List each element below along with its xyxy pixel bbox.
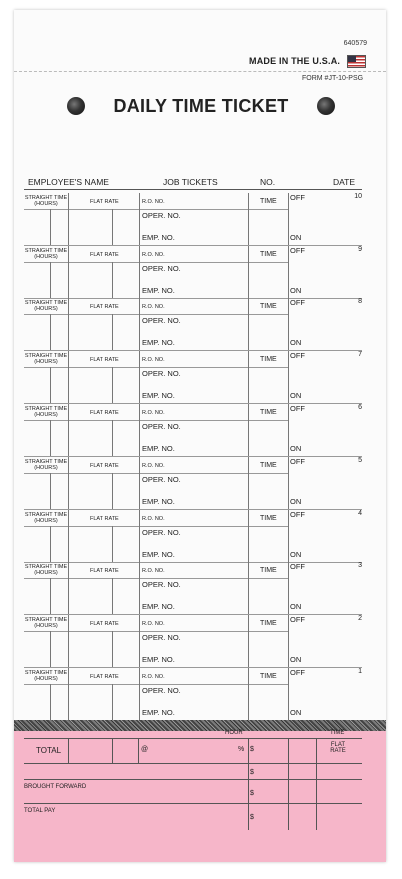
straight-time-label: STRAIGHT TIME (HOURS) bbox=[24, 670, 68, 682]
time-label: TIME bbox=[260, 620, 277, 627]
straight-time-label: STRAIGHT TIME (HOURS) bbox=[24, 459, 68, 471]
brought-forward-label: BROUGHT FORWARD bbox=[24, 784, 87, 790]
on-label: ON bbox=[290, 391, 302, 400]
form-code: FORM #JT-10-PSG bbox=[302, 75, 364, 82]
block-divider bbox=[68, 351, 69, 403]
hour-label: HOUR bbox=[225, 730, 243, 736]
straight-time-label: STRAIGHT TIME (HOURS) bbox=[24, 300, 68, 312]
block-divider bbox=[112, 631, 113, 667]
block-divider bbox=[288, 668, 289, 720]
block-divider bbox=[248, 193, 249, 245]
off-label: OFF bbox=[290, 246, 305, 255]
off-label: OFF bbox=[290, 562, 305, 571]
block-divider bbox=[139, 510, 140, 562]
block-divider bbox=[112, 526, 113, 562]
ro-no-label: R.O. NO. bbox=[142, 199, 165, 205]
block-divider bbox=[288, 193, 289, 245]
time-label: TIME bbox=[260, 462, 277, 469]
block-divider bbox=[112, 473, 113, 509]
block-divider bbox=[68, 298, 69, 350]
block-divider bbox=[248, 668, 249, 720]
block-divider bbox=[139, 457, 140, 509]
block-divider bbox=[68, 404, 69, 456]
block-divider bbox=[139, 246, 140, 298]
block-divider bbox=[248, 562, 249, 614]
emp-no-label: EMP. NO. bbox=[142, 708, 175, 717]
perforation-line bbox=[14, 71, 386, 72]
block-divider bbox=[139, 193, 140, 245]
footer-divider bbox=[112, 738, 113, 763]
emp-no-label: EMP. NO. bbox=[142, 391, 175, 400]
block-divider bbox=[288, 298, 289, 350]
block-divider bbox=[112, 684, 113, 720]
ro-no-label: R.O. NO. bbox=[142, 410, 165, 416]
on-label: ON bbox=[290, 708, 302, 717]
emp-no-label: EMP. NO. bbox=[142, 286, 175, 295]
time-label: TIME bbox=[260, 673, 277, 680]
ro-no-label: R.O. NO. bbox=[142, 252, 165, 258]
dollar-symbol-brought-forward: $ bbox=[250, 790, 254, 797]
ro-no-label: R.O. NO. bbox=[142, 357, 165, 363]
job-ticket-block bbox=[24, 246, 362, 298]
oper-no-label: OPER. NO. bbox=[142, 211, 181, 220]
block-divider bbox=[248, 457, 249, 509]
block-divider bbox=[139, 668, 140, 720]
time-label: TIME bbox=[260, 198, 277, 205]
block-divider bbox=[248, 246, 249, 298]
footer-divider bbox=[68, 738, 69, 763]
block-divider bbox=[50, 209, 51, 245]
ro-no-label: R.O. NO. bbox=[142, 463, 165, 469]
oper-no-label: OPER. NO. bbox=[142, 264, 181, 273]
page-title: DAILY TIME TICKET bbox=[113, 96, 289, 116]
emp-no-label: EMP. NO. bbox=[142, 233, 175, 242]
job-ticket-block bbox=[24, 668, 362, 720]
straight-time-label: STRAIGHT TIME (HOURS) bbox=[24, 617, 68, 629]
flat-rate-label: FLAT RATE bbox=[90, 304, 119, 310]
block-divider bbox=[50, 262, 51, 298]
block-divider bbox=[112, 262, 113, 298]
total-pay-label: TOTAL PAY bbox=[24, 808, 56, 814]
ro-no-label: R.O. NO. bbox=[142, 568, 165, 574]
block-divider bbox=[248, 510, 249, 562]
block-divider bbox=[288, 562, 289, 614]
flat-rate-label: FLAT RATE bbox=[90, 463, 119, 469]
job-ticket-block bbox=[24, 457, 362, 509]
block-divider bbox=[288, 457, 289, 509]
flat-rate-label: FLAT RATE bbox=[90, 621, 119, 627]
block-number: 4 bbox=[358, 510, 362, 517]
time-label: TIME bbox=[260, 567, 277, 574]
block-divider bbox=[248, 351, 249, 403]
off-label: OFF bbox=[290, 668, 305, 677]
footer-divider bbox=[138, 738, 139, 763]
flat-rate-label: FLAT RATE bbox=[90, 674, 119, 680]
date-label: DATE bbox=[333, 177, 356, 187]
block-divider bbox=[50, 473, 51, 509]
emp-no-label: EMP. NO. bbox=[142, 655, 175, 664]
job-ticket-block bbox=[24, 404, 362, 456]
block-number: 10 bbox=[354, 193, 362, 200]
off-label: OFF bbox=[290, 457, 305, 466]
block-divider bbox=[50, 314, 51, 350]
off-label: OFF bbox=[290, 298, 305, 307]
on-label: ON bbox=[290, 338, 302, 347]
job-ticket-block bbox=[24, 351, 362, 403]
on-label: ON bbox=[290, 550, 302, 559]
block-divider bbox=[288, 246, 289, 298]
off-label: OFF bbox=[290, 404, 305, 413]
block-divider bbox=[68, 457, 69, 509]
footer-divider bbox=[316, 738, 317, 830]
oper-no-label: OPER. NO. bbox=[142, 528, 181, 537]
oper-no-label: OPER. NO. bbox=[142, 580, 181, 589]
footer-divider bbox=[288, 738, 289, 830]
footer-rule bbox=[24, 803, 362, 804]
ro-no-label: R.O. NO. bbox=[142, 516, 165, 522]
block-number: 2 bbox=[358, 615, 362, 622]
block-divider bbox=[68, 246, 69, 298]
block-divider bbox=[112, 578, 113, 614]
flat-rate-label: FLAT RATE bbox=[90, 516, 119, 522]
off-label: OFF bbox=[290, 351, 305, 360]
block-divider bbox=[112, 209, 113, 245]
block-divider bbox=[248, 298, 249, 350]
emp-no-label: EMP. NO. bbox=[142, 444, 175, 453]
no-label: NO. bbox=[260, 177, 276, 187]
on-label: ON bbox=[290, 233, 302, 242]
block-number: 8 bbox=[358, 298, 362, 305]
straight-time-label: STRAIGHT TIME (HOURS) bbox=[24, 512, 68, 524]
form-number: 640579 bbox=[343, 40, 367, 47]
block-divider bbox=[68, 562, 69, 614]
block-divider bbox=[50, 578, 51, 614]
block-divider bbox=[288, 615, 289, 667]
block-number: 7 bbox=[358, 351, 362, 358]
flat-rate-label: FLAT RATE bbox=[90, 199, 119, 205]
block-divider bbox=[288, 351, 289, 403]
block-divider bbox=[68, 193, 69, 245]
oper-no-label: OPER. NO. bbox=[142, 633, 181, 642]
straight-time-label: STRAIGHT TIME (HOURS) bbox=[24, 353, 68, 365]
on-label: ON bbox=[290, 444, 302, 453]
time-label: TIME bbox=[260, 303, 277, 310]
block-divider bbox=[139, 615, 140, 667]
block-divider bbox=[68, 510, 69, 562]
footer-divider bbox=[248, 738, 249, 830]
block-number: 5 bbox=[358, 457, 362, 464]
flat-rate-label: FLAT RATE bbox=[90, 410, 119, 416]
off-label: OFF bbox=[290, 510, 305, 519]
made-in-label: MADE IN THE U.S.A. bbox=[249, 56, 341, 66]
on-label: ON bbox=[290, 602, 302, 611]
oper-no-label: OPER. NO. bbox=[142, 422, 181, 431]
dollar-symbol-row2: $ bbox=[250, 769, 254, 776]
flat-rate-label: FLAT RATE bbox=[90, 252, 119, 258]
block-number: 6 bbox=[358, 404, 362, 411]
dollar-symbol-total: $ bbox=[250, 746, 254, 753]
time-label-footer: TIME bbox=[330, 730, 345, 736]
emp-no-label: EMP. NO. bbox=[142, 497, 175, 506]
on-label: ON bbox=[290, 497, 302, 506]
straight-time-label: STRAIGHT TIME (HOURS) bbox=[24, 195, 68, 207]
ro-no-label: R.O. NO. bbox=[142, 304, 165, 310]
block-number: 1 bbox=[358, 668, 362, 675]
block-divider bbox=[50, 631, 51, 667]
block-divider bbox=[68, 615, 69, 667]
job-ticket-block bbox=[24, 615, 362, 667]
block-divider bbox=[50, 367, 51, 403]
block-number: 9 bbox=[358, 246, 362, 253]
us-flag-icon bbox=[347, 55, 366, 68]
on-label: ON bbox=[290, 655, 302, 664]
oper-no-label: OPER. NO. bbox=[142, 686, 181, 695]
flat-rate-label: FLAT RATE bbox=[90, 568, 119, 574]
block-divider bbox=[50, 526, 51, 562]
block-divider bbox=[139, 562, 140, 614]
employee-name-label: EMPLOYEE'S NAME bbox=[28, 177, 109, 187]
block-divider bbox=[50, 684, 51, 720]
block-divider bbox=[139, 404, 140, 456]
emp-no-label: EMP. NO. bbox=[142, 550, 175, 559]
straight-time-label: STRAIGHT TIME (HOURS) bbox=[24, 248, 68, 260]
time-label: TIME bbox=[260, 251, 277, 258]
on-label: ON bbox=[290, 286, 302, 295]
flat-rate-footer-label: FLAT RATE bbox=[330, 742, 346, 754]
block-divider bbox=[68, 668, 69, 720]
block-divider bbox=[288, 510, 289, 562]
job-ticket-block bbox=[24, 298, 362, 350]
oper-no-label: OPER. NO. bbox=[142, 369, 181, 378]
job-ticket-block bbox=[24, 510, 362, 562]
block-divider bbox=[50, 420, 51, 456]
ro-no-label: R.O. NO. bbox=[142, 674, 165, 680]
emp-no-label: EMP. NO. bbox=[142, 602, 175, 611]
block-number: 3 bbox=[358, 562, 362, 569]
block-divider bbox=[112, 314, 113, 350]
flat-rate-label: FLAT RATE bbox=[90, 357, 119, 363]
straight-time-label: STRAIGHT TIME (HOURS) bbox=[24, 564, 68, 576]
block-divider bbox=[288, 404, 289, 456]
off-label: OFF bbox=[290, 615, 305, 624]
block-divider bbox=[112, 367, 113, 403]
block-divider bbox=[139, 351, 140, 403]
footer-rule bbox=[24, 738, 362, 739]
job-ticket-block bbox=[24, 193, 362, 245]
time-label: TIME bbox=[260, 356, 277, 363]
block-divider bbox=[112, 420, 113, 456]
emp-no-label: EMP. NO. bbox=[142, 338, 175, 347]
oper-no-label: OPER. NO. bbox=[142, 475, 181, 484]
block-divider bbox=[139, 298, 140, 350]
job-ticket-block bbox=[24, 562, 362, 614]
off-label: OFF bbox=[290, 193, 305, 202]
dollar-symbol-total-pay: $ bbox=[250, 814, 254, 821]
percent-symbol: % bbox=[238, 746, 245, 753]
block-divider bbox=[248, 615, 249, 667]
footer-rule bbox=[24, 779, 362, 780]
header-rule bbox=[24, 189, 362, 190]
job-tickets-label: JOB TICKETS bbox=[163, 177, 218, 187]
time-label: TIME bbox=[260, 409, 277, 416]
oper-no-label: OPER. NO. bbox=[142, 316, 181, 325]
block-divider bbox=[248, 404, 249, 456]
straight-time-label: STRAIGHT TIME (HOURS) bbox=[24, 406, 68, 418]
time-label: TIME bbox=[260, 515, 277, 522]
at-symbol: @ bbox=[141, 746, 149, 753]
ro-no-label: R.O. NO. bbox=[142, 621, 165, 627]
total-label: TOTAL bbox=[36, 746, 62, 755]
footer-rule bbox=[24, 763, 362, 764]
